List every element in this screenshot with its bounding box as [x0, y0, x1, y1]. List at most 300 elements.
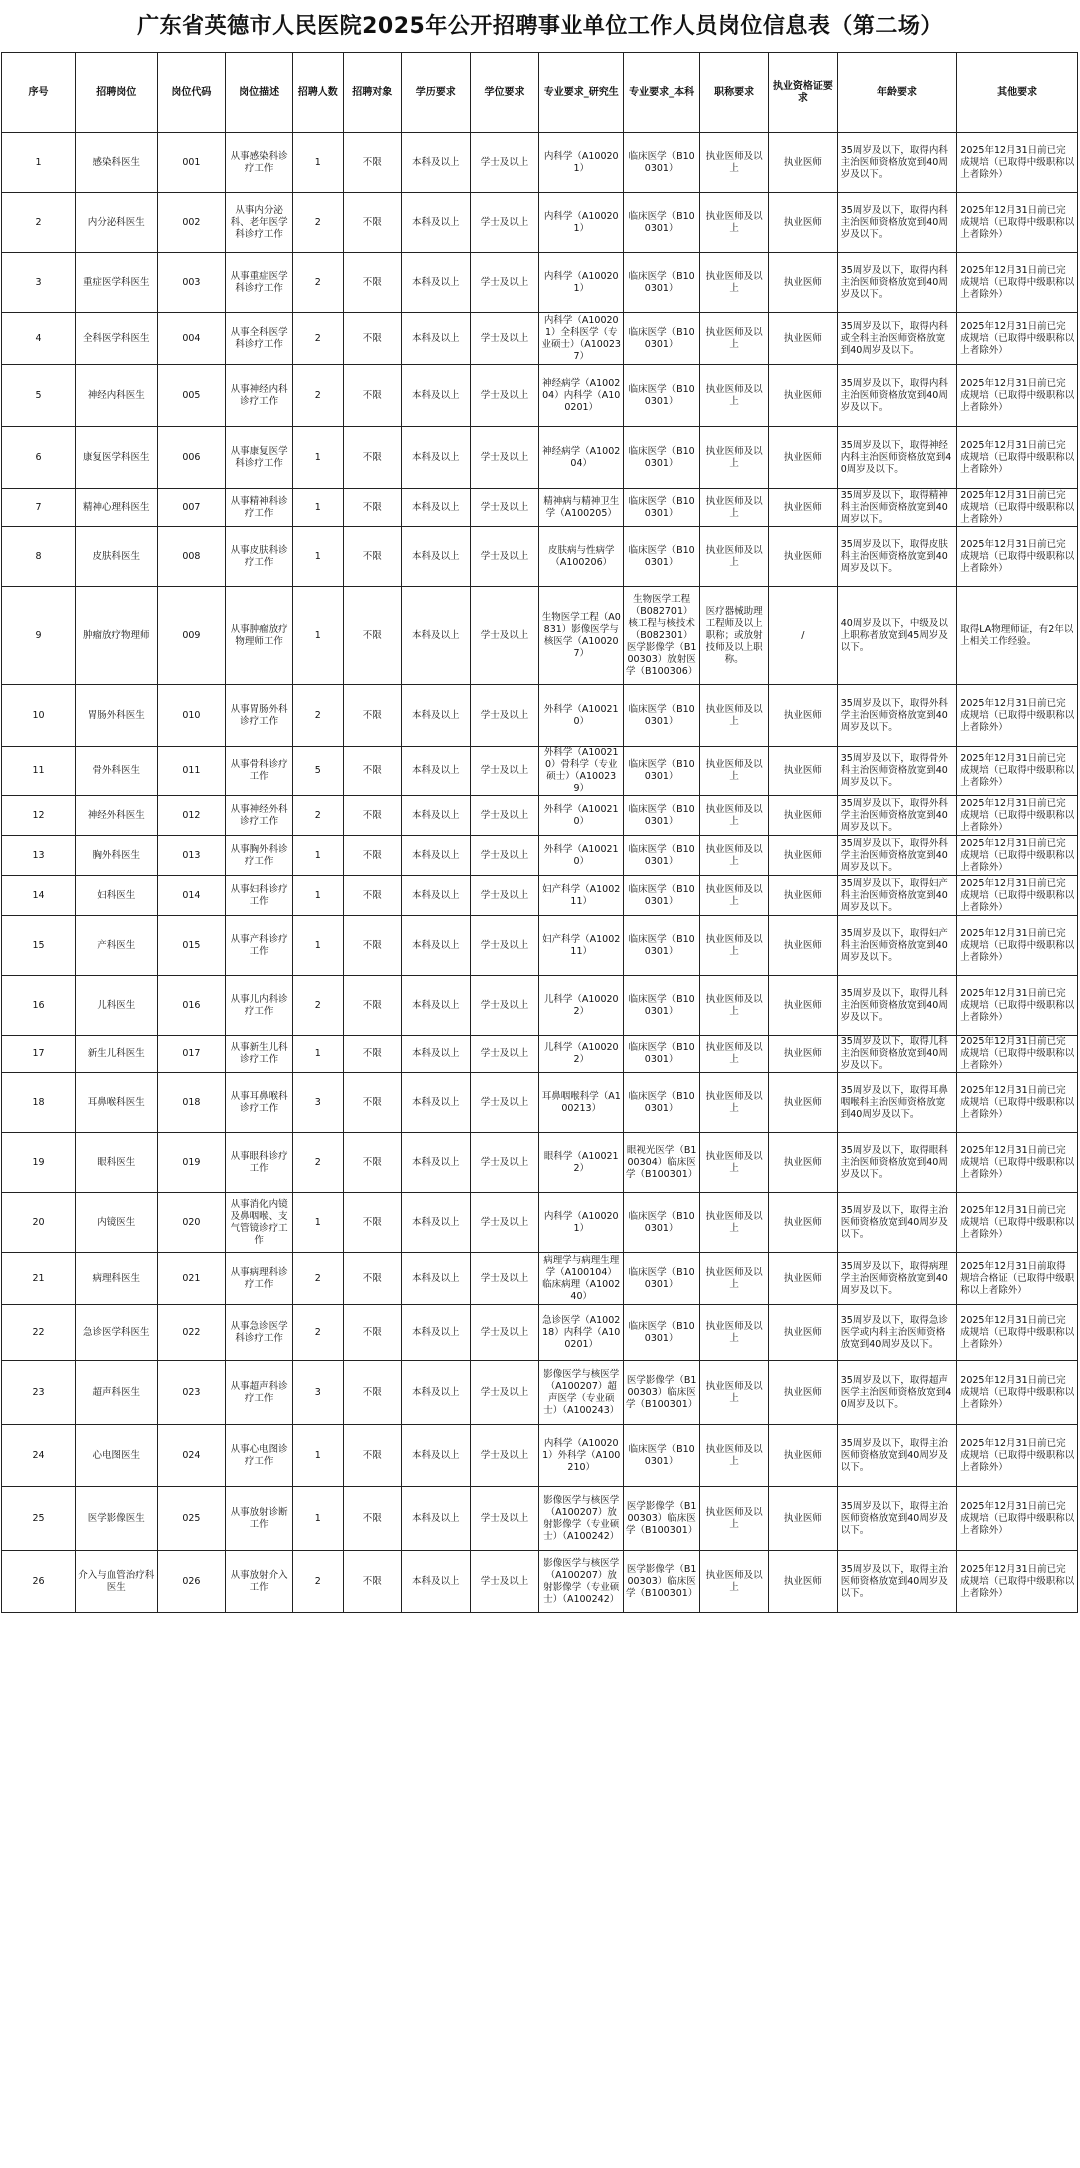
post-description-cell: 从事重症医学科诊疗工作: [226, 253, 293, 313]
target-cell: 不限: [343, 796, 401, 836]
license-requirement-cell: 执业医师: [768, 685, 837, 747]
target-cell: 不限: [343, 685, 401, 747]
post-code-cell: 012: [157, 796, 226, 836]
headcount-cell: 1: [292, 876, 343, 916]
row-number-cell: 5: [2, 365, 76, 427]
post-code-cell: 016: [157, 976, 226, 1036]
title-requirement-cell: 执业医师及以上: [700, 489, 769, 527]
post-code-cell: 015: [157, 916, 226, 976]
other-requirement-cell: 2025年12月31日前已完成规培（已取得中级职称以上者除外）: [957, 796, 1078, 836]
headcount-cell: 3: [292, 1361, 343, 1425]
headcount-cell: 1: [292, 427, 343, 489]
column-header: 执业资格证要求: [768, 53, 837, 133]
title-requirement-cell: 执业医师及以上: [700, 1073, 769, 1133]
post-name-cell: 眼科医生: [76, 1133, 157, 1193]
post-code-cell: 006: [157, 427, 226, 489]
license-requirement-cell: 执业医师: [768, 1487, 837, 1551]
license-requirement-cell: 执业医师: [768, 1551, 837, 1613]
headcount-cell: 2: [292, 365, 343, 427]
other-requirement-cell: 2025年12月31日前已完成规培（已取得中级职称以上者除外）: [957, 193, 1078, 253]
headcount-cell: 2: [292, 796, 343, 836]
major-graduate-cell: 儿科学（A100202）: [539, 976, 624, 1036]
education-cell: 本科及以上: [401, 313, 470, 365]
recruitment-table: [1, 52, 1078, 1613]
title-requirement-cell: 医疗器械助理工程师及以上职称；或放射技师及以上职称。: [700, 587, 769, 685]
post-code-cell: 013: [157, 836, 226, 876]
license-requirement-cell: 执业医师: [768, 1253, 837, 1305]
headcount-cell: 2: [292, 1253, 343, 1305]
major-undergraduate-cell: 临床医学（B100301）: [624, 976, 700, 1036]
table-row: [2, 1487, 1078, 1551]
table-row: [2, 365, 1078, 427]
target-cell: 不限: [343, 427, 401, 489]
target-cell: 不限: [343, 1425, 401, 1487]
target-cell: 不限: [343, 193, 401, 253]
row-number-cell: 10: [2, 685, 76, 747]
headcount-cell: 3: [292, 1073, 343, 1133]
row-number-cell: 21: [2, 1253, 76, 1305]
target-cell: 不限: [343, 1487, 401, 1551]
major-graduate-cell: 急诊医学（A100218）内科学（A100201）: [539, 1305, 624, 1361]
major-graduate-cell: 外科学（A100210）: [539, 796, 624, 836]
education-cell: 本科及以上: [401, 685, 470, 747]
post-code-cell: 004: [157, 313, 226, 365]
age-requirement-cell: 35周岁及以下，取得内科或全科主治医师资格放宽到40周岁及以下。: [837, 313, 957, 365]
education-cell: 本科及以上: [401, 133, 470, 193]
table-row: [2, 1073, 1078, 1133]
other-requirement-cell: 2025年12月31日前已完成规培（已取得中级职称以上者除外）: [957, 1036, 1078, 1073]
license-requirement-cell: 执业医师: [768, 796, 837, 836]
education-cell: 本科及以上: [401, 1361, 470, 1425]
headcount-cell: 2: [292, 1133, 343, 1193]
other-requirement-cell: 2025年12月31日前已完成规培（已取得中级职称以上者除外）: [957, 1133, 1078, 1193]
major-undergraduate-cell: 临床医学（B100301）: [624, 685, 700, 747]
license-requirement-cell: 执业医师: [768, 1361, 837, 1425]
post-description-cell: 从事神经内科诊疗工作: [226, 365, 293, 427]
row-number-cell: 12: [2, 796, 76, 836]
title-requirement-cell: 执业医师及以上: [700, 976, 769, 1036]
column-header: 专业要求_本科: [624, 53, 700, 133]
education-cell: 本科及以上: [401, 1253, 470, 1305]
table-row: [2, 313, 1078, 365]
post-code-cell: 003: [157, 253, 226, 313]
post-description-cell: 从事妇科诊疗工作: [226, 876, 293, 916]
column-header: 招聘人数: [292, 53, 343, 133]
education-cell: 本科及以上: [401, 253, 470, 313]
degree-cell: 学士及以上: [470, 313, 539, 365]
other-requirement-cell: 2025年12月31日前已完成规培（已取得中级职称以上者除外）: [957, 836, 1078, 876]
target-cell: 不限: [343, 836, 401, 876]
column-header: 序号: [2, 53, 76, 133]
education-cell: 本科及以上: [401, 1551, 470, 1613]
post-code-cell: 018: [157, 1073, 226, 1133]
other-requirement-cell: 2025年12月31日前取得规培合格证（已取得中级职称以上者除外）: [957, 1253, 1078, 1305]
row-number-cell: 7: [2, 489, 76, 527]
age-requirement-cell: 35周岁及以下，取得外科学主治医师资格放宽到40周岁及以下。: [837, 685, 957, 747]
row-number-cell: 14: [2, 876, 76, 916]
post-name-cell: 胸外科医生: [76, 836, 157, 876]
license-requirement-cell: 执业医师: [768, 253, 837, 313]
license-requirement-cell: /: [768, 587, 837, 685]
post-name-cell: 骨外科医生: [76, 747, 157, 796]
education-cell: 本科及以上: [401, 916, 470, 976]
row-number-cell: 13: [2, 836, 76, 876]
row-number-cell: 15: [2, 916, 76, 976]
degree-cell: 学士及以上: [470, 876, 539, 916]
other-requirement-cell: 2025年12月31日前已完成规培（已取得中级职称以上者除外）: [957, 1305, 1078, 1361]
post-code-cell: 002: [157, 193, 226, 253]
other-requirement-cell: 2025年12月31日前已完成规培（已取得中级职称以上者除外）: [957, 527, 1078, 587]
major-graduate-cell: 病理学与病理生理学（A100104）临床病理（A100240）: [539, 1253, 624, 1305]
post-name-cell: 内镜医生: [76, 1193, 157, 1253]
degree-cell: 学士及以上: [470, 1305, 539, 1361]
post-code-cell: 009: [157, 587, 226, 685]
license-requirement-cell: 执业医师: [768, 133, 837, 193]
target-cell: 不限: [343, 1133, 401, 1193]
post-description-cell: 从事病理科诊疗工作: [226, 1253, 293, 1305]
license-requirement-cell: 执业医师: [768, 313, 837, 365]
table-row: [2, 1551, 1078, 1613]
age-requirement-cell: 35周岁及以下，取得神经内科主治医师资格放宽到40周岁及以下。: [837, 427, 957, 489]
title-requirement-cell: 执业医师及以上: [700, 876, 769, 916]
post-description-cell: 从事消化内镜及鼻咽喉、支气管镜诊疗工作: [226, 1193, 293, 1253]
post-description-cell: 从事心电图诊疗工作: [226, 1425, 293, 1487]
post-code-cell: 001: [157, 133, 226, 193]
age-requirement-cell: 35周岁及以下，取得内科主治医师资格放宽到40周岁及以下。: [837, 253, 957, 313]
other-requirement-cell: 2025年12月31日前已完成规培（已取得中级职称以上者除外）: [957, 1193, 1078, 1253]
title-requirement-cell: 执业医师及以上: [700, 427, 769, 489]
table-row: [2, 587, 1078, 685]
major-undergraduate-cell: 临床医学（B100301）: [624, 133, 700, 193]
column-header: 学位要求: [470, 53, 539, 133]
license-requirement-cell: 执业医师: [768, 193, 837, 253]
headcount-cell: 2: [292, 1551, 343, 1613]
row-number-cell: 18: [2, 1073, 76, 1133]
degree-cell: 学士及以上: [470, 253, 539, 313]
target-cell: 不限: [343, 876, 401, 916]
license-requirement-cell: 执业医师: [768, 1036, 837, 1073]
major-graduate-cell: 影像医学与核医学（A100207）放射影像学（专业硕士）（A100242）: [539, 1487, 624, 1551]
headcount-cell: 5: [292, 747, 343, 796]
license-requirement-cell: 执业医师: [768, 1073, 837, 1133]
education-cell: 本科及以上: [401, 527, 470, 587]
row-number-cell: 4: [2, 313, 76, 365]
table-row: [2, 1425, 1078, 1487]
age-requirement-cell: 35周岁及以下，取得妇产科主治医师资格放宽到40周岁及以下。: [837, 876, 957, 916]
post-description-cell: 从事骨科诊疗工作: [226, 747, 293, 796]
post-name-cell: 病理科医生: [76, 1253, 157, 1305]
title-requirement-cell: 执业医师及以上: [700, 1253, 769, 1305]
column-header: 职称要求: [700, 53, 769, 133]
post-name-cell: 新生儿科医生: [76, 1036, 157, 1073]
target-cell: 不限: [343, 916, 401, 976]
education-cell: 本科及以上: [401, 796, 470, 836]
license-requirement-cell: 执业医师: [768, 527, 837, 587]
column-header: 招聘对象: [343, 53, 401, 133]
row-number-cell: 9: [2, 587, 76, 685]
major-graduate-cell: 内科学（A100201）: [539, 193, 624, 253]
post-description-cell: 从事产科诊疗工作: [226, 916, 293, 976]
major-undergraduate-cell: 医学影像学（B100303）临床医学（B100301）: [624, 1551, 700, 1613]
post-code-cell: 019: [157, 1133, 226, 1193]
other-requirement-cell: 2025年12月31日前已完成规培（已取得中级职称以上者除外）: [957, 427, 1078, 489]
post-name-cell: 重症医学科医生: [76, 253, 157, 313]
post-name-cell: 内分泌科医生: [76, 193, 157, 253]
age-requirement-cell: 35周岁及以下，取得主治医师资格放宽到40周岁及以下。: [837, 1193, 957, 1253]
degree-cell: 学士及以上: [470, 193, 539, 253]
post-name-cell: 感染科医生: [76, 133, 157, 193]
major-undergraduate-cell: 临床医学（B100301）: [624, 427, 700, 489]
post-name-cell: 全科医学科医生: [76, 313, 157, 365]
education-cell: 本科及以上: [401, 1425, 470, 1487]
row-number-cell: 8: [2, 527, 76, 587]
other-requirement-cell: 2025年12月31日前已完成规培（已取得中级职称以上者除外）: [957, 685, 1078, 747]
table-row: [2, 747, 1078, 796]
table-row: [2, 1036, 1078, 1073]
license-requirement-cell: 执业医师: [768, 1133, 837, 1193]
headcount-cell: 1: [292, 1036, 343, 1073]
post-name-cell: 儿科医生: [76, 976, 157, 1036]
degree-cell: 学士及以上: [470, 427, 539, 489]
target-cell: 不限: [343, 489, 401, 527]
degree-cell: 学士及以上: [470, 1133, 539, 1193]
license-requirement-cell: 执业医师: [768, 1305, 837, 1361]
post-code-cell: 007: [157, 489, 226, 527]
age-requirement-cell: 35周岁及以下，取得儿科主治医师资格放宽到40周岁及以下。: [837, 1036, 957, 1073]
row-number-cell: 23: [2, 1361, 76, 1425]
post-description-cell: 从事神经外科诊疗工作: [226, 796, 293, 836]
major-undergraduate-cell: 临床医学（B100301）: [624, 253, 700, 313]
title-requirement-cell: 执业医师及以上: [700, 685, 769, 747]
post-description-cell: 从事精神科诊疗工作: [226, 489, 293, 527]
degree-cell: 学士及以上: [470, 527, 539, 587]
post-name-cell: 康复医学科医生: [76, 427, 157, 489]
table-row: [2, 1361, 1078, 1425]
major-undergraduate-cell: 临床医学（B100301）: [624, 1425, 700, 1487]
post-name-cell: 皮肤科医生: [76, 527, 157, 587]
other-requirement-cell: 2025年12月31日前已完成规培（已取得中级职称以上者除外）: [957, 976, 1078, 1036]
row-number-cell: 2: [2, 193, 76, 253]
degree-cell: 学士及以上: [470, 1253, 539, 1305]
major-undergraduate-cell: 临床医学（B100301）: [624, 1036, 700, 1073]
age-requirement-cell: 35周岁及以下，取得内科主治医师资格放宽到40周岁及以下。: [837, 193, 957, 253]
post-description-cell: 从事放射介入工作: [226, 1551, 293, 1613]
degree-cell: 学士及以上: [470, 1551, 539, 1613]
post-description-cell: 从事康复医学科诊疗工作: [226, 427, 293, 489]
title-requirement-cell: 执业医师及以上: [700, 527, 769, 587]
age-requirement-cell: 35周岁及以下，取得骨外科主治医师资格放宽到40周岁及以下。: [837, 747, 957, 796]
degree-cell: 学士及以上: [470, 747, 539, 796]
major-graduate-cell: 内科学（A100201）全科医学（专业硕士）（A100237）: [539, 313, 624, 365]
post-code-cell: 024: [157, 1425, 226, 1487]
age-requirement-cell: 35周岁及以下，取得外科学主治医师资格放宽到40周岁及以下。: [837, 836, 957, 876]
major-undergraduate-cell: 眼视光医学（B100304）临床医学（B100301）: [624, 1133, 700, 1193]
other-requirement-cell: 2025年12月31日前已完成规培（已取得中级职称以上者除外）: [957, 747, 1078, 796]
post-code-cell: 023: [157, 1361, 226, 1425]
degree-cell: 学士及以上: [470, 916, 539, 976]
row-number-cell: 11: [2, 747, 76, 796]
license-requirement-cell: 执业医师: [768, 976, 837, 1036]
row-number-cell: 6: [2, 427, 76, 489]
title-requirement-cell: 执业医师及以上: [700, 133, 769, 193]
target-cell: 不限: [343, 253, 401, 313]
headcount-cell: 1: [292, 836, 343, 876]
major-undergraduate-cell: 临床医学（B100301）: [624, 193, 700, 253]
table-row: [2, 876, 1078, 916]
license-requirement-cell: 执业医师: [768, 427, 837, 489]
title-requirement-cell: 执业医师及以上: [700, 1036, 769, 1073]
title-requirement-cell: 执业医师及以上: [700, 1425, 769, 1487]
education-cell: 本科及以上: [401, 1487, 470, 1551]
target-cell: 不限: [343, 976, 401, 1036]
degree-cell: 学士及以上: [470, 685, 539, 747]
license-requirement-cell: 执业医师: [768, 836, 837, 876]
post-description-cell: 从事肿瘤放疗物理师工作: [226, 587, 293, 685]
post-description-cell: 从事胃肠外科诊疗工作: [226, 685, 293, 747]
headcount-cell: 2: [292, 1305, 343, 1361]
headcount-cell: 1: [292, 133, 343, 193]
post-description-cell: 从事全科医学科诊疗工作: [226, 313, 293, 365]
target-cell: 不限: [343, 1305, 401, 1361]
age-requirement-cell: 35周岁及以下，取得病理学主治医师资格放宽到40周岁及以下。: [837, 1253, 957, 1305]
column-header: 专业要求_研究生: [539, 53, 624, 133]
major-graduate-cell: 眼科学（A100212）: [539, 1133, 624, 1193]
row-number-cell: 26: [2, 1551, 76, 1613]
age-requirement-cell: 35周岁及以下，取得外科学主治医师资格放宽到40周岁及以下。: [837, 796, 957, 836]
age-requirement-cell: 35周岁及以下，取得眼科主治医师资格放宽到40周岁及以下。: [837, 1133, 957, 1193]
title-requirement-cell: 执业医师及以上: [700, 1361, 769, 1425]
age-requirement-cell: 35周岁及以下，取得皮肤科主治医师资格放宽到40周岁及以下。: [837, 527, 957, 587]
education-cell: 本科及以上: [401, 976, 470, 1036]
post-code-cell: 011: [157, 747, 226, 796]
headcount-cell: 1: [292, 527, 343, 587]
column-header: 岗位代码: [157, 53, 226, 133]
major-graduate-cell: 影像医学与核医学（A100207）超声医学（专业硕士）（A100243）: [539, 1361, 624, 1425]
post-code-cell: 020: [157, 1193, 226, 1253]
column-header: 岗位描述: [226, 53, 293, 133]
degree-cell: 学士及以上: [470, 976, 539, 1036]
target-cell: 不限: [343, 365, 401, 427]
major-graduate-cell: 儿科学（A100202）: [539, 1036, 624, 1073]
table-row: [2, 253, 1078, 313]
major-undergraduate-cell: 临床医学（B100301）: [624, 1305, 700, 1361]
target-cell: 不限: [343, 527, 401, 587]
degree-cell: 学士及以上: [470, 796, 539, 836]
target-cell: 不限: [343, 587, 401, 685]
post-code-cell: 005: [157, 365, 226, 427]
row-number-cell: 16: [2, 976, 76, 1036]
title-requirement-cell: 执业医师及以上: [700, 836, 769, 876]
education-cell: 本科及以上: [401, 489, 470, 527]
row-number-cell: 19: [2, 1133, 76, 1193]
post-code-cell: 026: [157, 1551, 226, 1613]
major-undergraduate-cell: 临床医学（B100301）: [624, 527, 700, 587]
education-cell: 本科及以上: [401, 1133, 470, 1193]
major-undergraduate-cell: 医学影像学（B100303）临床医学（B100301）: [624, 1361, 700, 1425]
column-header: 学历要求: [401, 53, 470, 133]
license-requirement-cell: 执业医师: [768, 916, 837, 976]
other-requirement-cell: 2025年12月31日前已完成规培（已取得中级职称以上者除外）: [957, 1073, 1078, 1133]
row-number-cell: 25: [2, 1487, 76, 1551]
table-row: [2, 427, 1078, 489]
education-cell: 本科及以上: [401, 836, 470, 876]
education-cell: 本科及以上: [401, 1073, 470, 1133]
education-cell: 本科及以上: [401, 747, 470, 796]
headcount-cell: 2: [292, 685, 343, 747]
license-requirement-cell: 执业医师: [768, 876, 837, 916]
header-row: [2, 53, 1078, 133]
row-number-cell: 17: [2, 1036, 76, 1073]
major-undergraduate-cell: 临床医学（B100301）: [624, 876, 700, 916]
major-graduate-cell: 内科学（A100201）外科学（A100210）: [539, 1425, 624, 1487]
post-name-cell: 精神心理科医生: [76, 489, 157, 527]
major-graduate-cell: 内科学（A100201）: [539, 253, 624, 313]
post-description-cell: 从事皮肤科诊疗工作: [226, 527, 293, 587]
table-body: [2, 133, 1078, 1613]
other-requirement-cell: 2025年12月31日前已完成规培（已取得中级职称以上者除外）: [957, 253, 1078, 313]
post-description-cell: 从事放射诊断工作: [226, 1487, 293, 1551]
major-undergraduate-cell: 临床医学（B100301）: [624, 1073, 700, 1133]
education-cell: 本科及以上: [401, 1193, 470, 1253]
table-row: [2, 1193, 1078, 1253]
column-header: 年龄要求: [837, 53, 957, 133]
headcount-cell: 2: [292, 253, 343, 313]
headcount-cell: 2: [292, 976, 343, 1036]
degree-cell: 学士及以上: [470, 1361, 539, 1425]
education-cell: 本科及以上: [401, 1036, 470, 1073]
post-description-cell: 从事胸外科诊疗工作: [226, 836, 293, 876]
major-graduate-cell: 内科学（A100201）: [539, 1193, 624, 1253]
education-cell: 本科及以上: [401, 365, 470, 427]
title-requirement-cell: 执业医师及以上: [700, 193, 769, 253]
other-requirement-cell: 2025年12月31日前已完成规培（已取得中级职称以上者除外）: [957, 1361, 1078, 1425]
degree-cell: 学士及以上: [470, 1487, 539, 1551]
post-description-cell: 从事儿内科诊疗工作: [226, 976, 293, 1036]
row-number-cell: 1: [2, 133, 76, 193]
row-number-cell: 22: [2, 1305, 76, 1361]
headcount-cell: 2: [292, 193, 343, 253]
education-cell: 本科及以上: [401, 427, 470, 489]
post-name-cell: 超声科医生: [76, 1361, 157, 1425]
post-name-cell: 妇科医生: [76, 876, 157, 916]
target-cell: 不限: [343, 133, 401, 193]
major-undergraduate-cell: 临床医学（B100301）: [624, 916, 700, 976]
post-name-cell: 神经内科医生: [76, 365, 157, 427]
other-requirement-cell: 2025年12月31日前已完成规培（已取得中级职称以上者除外）: [957, 1487, 1078, 1551]
title-requirement-cell: 执业医师及以上: [700, 1487, 769, 1551]
post-description-cell: 从事眼科诊疗工作: [226, 1133, 293, 1193]
post-description-cell: 从事超声科诊疗工作: [226, 1361, 293, 1425]
table-row: [2, 1133, 1078, 1193]
row-number-cell: 24: [2, 1425, 76, 1487]
degree-cell: 学士及以上: [470, 1036, 539, 1073]
target-cell: 不限: [343, 1551, 401, 1613]
headcount-cell: 2: [292, 313, 343, 365]
degree-cell: 学士及以上: [470, 836, 539, 876]
other-requirement-cell: 取得LA物理师证，有2年以上相关工作经验。: [957, 587, 1078, 685]
title-requirement-cell: 执业医师及以上: [700, 1133, 769, 1193]
other-requirement-cell: 2025年12月31日前已完成规培（已取得中级职称以上者除外）: [957, 916, 1078, 976]
major-graduate-cell: 内科学（A100201）: [539, 133, 624, 193]
post-name-cell: 胃肠外科医生: [76, 685, 157, 747]
major-graduate-cell: 皮肤病与性病学（A100206）: [539, 527, 624, 587]
post-code-cell: 010: [157, 685, 226, 747]
major-undergraduate-cell: 临床医学（B100301）: [624, 365, 700, 427]
major-graduate-cell: 耳鼻咽喉科学（A100213）: [539, 1073, 624, 1133]
headcount-cell: 1: [292, 489, 343, 527]
table-row: [2, 836, 1078, 876]
major-graduate-cell: 影像医学与核医学（A100207）放射影像学（专业硕士）（A100242）: [539, 1551, 624, 1613]
